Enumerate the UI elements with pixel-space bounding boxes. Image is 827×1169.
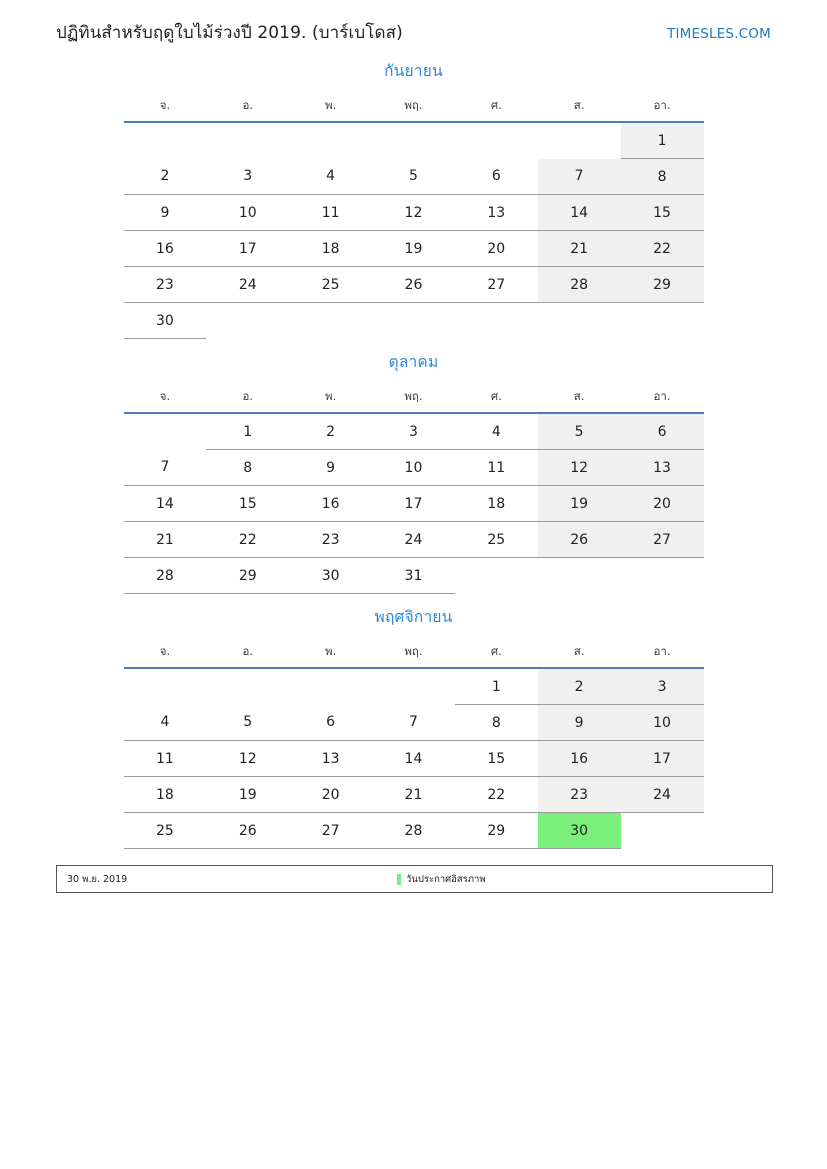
day-cell[interactable]: 19: [372, 231, 455, 267]
weekday-header: พ.: [289, 639, 372, 668]
day-cell[interactable]: 23: [538, 777, 621, 813]
day-cell[interactable]: 28: [124, 558, 207, 594]
week-row: [124, 195, 704, 231]
empty-cell: [124, 122, 207, 159]
weekday-header: ศ.: [455, 384, 538, 413]
day-cell[interactable]: 29: [621, 267, 704, 303]
day-cell[interactable]: 6: [621, 413, 704, 450]
day-cell[interactable]: 21: [124, 522, 207, 558]
day-cell[interactable]: 15: [455, 741, 538, 777]
month-block: [56, 604, 771, 849]
day-cell[interactable]: 1: [206, 413, 289, 450]
weekday-header: อา.: [621, 639, 704, 668]
month-title: พฤศจิกายน: [374, 608, 453, 627]
week-row: [124, 231, 704, 267]
holiday-swatch-icon: [397, 874, 401, 885]
week-row: [124, 705, 704, 741]
day-cell[interactable]: 24: [372, 522, 455, 558]
day-cell[interactable]: 30: [124, 303, 207, 339]
day-cell[interactable]: 26: [206, 813, 289, 849]
empty-cell: [538, 303, 621, 339]
legend-entry-label: วันประกาศอิสรภาพ: [406, 873, 486, 885]
day-cell[interactable]: 18: [455, 486, 538, 522]
month-table: [124, 384, 704, 594]
day-cell[interactable]: 24: [206, 267, 289, 303]
legend-date: 30 พ.ย. 2019: [67, 873, 128, 885]
month-title: ตุลาคม: [388, 353, 439, 372]
empty-cell: [289, 668, 372, 705]
day-cell[interactable]: 11: [124, 741, 207, 777]
empty-cell: [206, 668, 289, 705]
day-cell[interactable]: 19: [538, 486, 621, 522]
day-cell[interactable]: 28: [538, 267, 621, 303]
day-cell[interactable]: 2: [538, 668, 621, 705]
day-cell[interactable]: 27: [289, 813, 372, 849]
week-row: [124, 159, 704, 195]
day-cell[interactable]: 20: [455, 231, 538, 267]
day-cell[interactable]: 4: [124, 705, 207, 741]
day-cell[interactable]: 9: [538, 705, 621, 741]
weekday-header: อ.: [206, 639, 289, 668]
day-cell[interactable]: 13: [455, 195, 538, 231]
empty-cell: [455, 303, 538, 339]
day-cell[interactable]: 12: [538, 450, 621, 486]
day-cell[interactable]: 15: [621, 195, 704, 231]
weekday-header: พฤ.: [372, 384, 455, 413]
legend-bar: [56, 865, 773, 893]
empty-cell: [538, 558, 621, 594]
weekday-header: อา.: [621, 93, 704, 122]
day-cell[interactable]: 20: [621, 486, 704, 522]
week-row: [124, 522, 704, 558]
day-cell[interactable]: 8: [455, 705, 538, 741]
day-cell[interactable]: 23: [124, 267, 207, 303]
month-table: [124, 93, 704, 339]
empty-cell: [621, 558, 704, 594]
day-cell[interactable]: 19: [206, 777, 289, 813]
week-row: [124, 267, 704, 303]
day-cell[interactable]: 11: [455, 450, 538, 486]
day-cell[interactable]: 16: [289, 486, 372, 522]
week-row: [124, 303, 704, 339]
day-cell[interactable]: 15: [206, 486, 289, 522]
empty-cell: [621, 303, 704, 339]
weekday-header: ศ.: [455, 639, 538, 668]
day-cell[interactable]: 3: [206, 159, 289, 195]
day-cell[interactable]: 5: [206, 705, 289, 741]
weekday-header: พ.: [289, 93, 372, 122]
day-cell[interactable]: 5: [372, 159, 455, 195]
weekday-header: ศ.: [455, 93, 538, 122]
day-cell[interactable]: 27: [455, 267, 538, 303]
week-row: [124, 777, 704, 813]
day-cell[interactable]: 26: [538, 522, 621, 558]
weekday-header: อ.: [206, 93, 289, 122]
weekday-header: จ.: [124, 93, 207, 122]
day-cell[interactable]: 4: [455, 413, 538, 450]
day-cell[interactable]: 8: [621, 159, 704, 195]
week-row: [124, 813, 704, 849]
empty-cell: [455, 122, 538, 159]
day-cell[interactable]: 10: [206, 195, 289, 231]
day-cell[interactable]: 28: [372, 813, 455, 849]
week-row: [124, 741, 704, 777]
day-cell[interactable]: 7: [372, 705, 455, 741]
week-row: [124, 122, 704, 159]
day-cell-holiday[interactable]: 30: [538, 813, 621, 849]
day-cell[interactable]: 9: [124, 195, 207, 231]
week-row: [124, 413, 704, 450]
day-cell[interactable]: 29: [206, 558, 289, 594]
page-title: ปฏิทินสำหรับฤดูใบไม้ร่วงปี 2019. (บาร์เบโดส): [56, 23, 403, 43]
empty-cell: [372, 668, 455, 705]
day-cell[interactable]: 17: [206, 231, 289, 267]
weekday-header-row: [124, 93, 704, 122]
day-cell[interactable]: 6: [289, 705, 372, 741]
day-cell[interactable]: 3: [621, 668, 704, 705]
months-container: [56, 58, 771, 849]
day-cell[interactable]: 14: [372, 741, 455, 777]
day-cell[interactable]: 25: [289, 267, 372, 303]
week-row: [124, 486, 704, 522]
weekday-header: อ.: [206, 384, 289, 413]
empty-cell: [538, 122, 621, 159]
day-cell[interactable]: 14: [124, 486, 207, 522]
day-cell[interactable]: 14: [538, 195, 621, 231]
day-cell[interactable]: 23: [289, 522, 372, 558]
day-cell[interactable]: 6: [455, 159, 538, 195]
day-cell[interactable]: 12: [206, 741, 289, 777]
weekday-header-row: [124, 639, 704, 668]
day-cell[interactable]: 31: [372, 558, 455, 594]
day-cell[interactable]: 27: [621, 522, 704, 558]
day-cell[interactable]: 25: [455, 522, 538, 558]
day-cell[interactable]: 16: [124, 231, 207, 267]
day-cell[interactable]: 21: [372, 777, 455, 813]
day-cell[interactable]: 9: [289, 450, 372, 486]
day-cell[interactable]: 25: [124, 813, 207, 849]
day-cell[interactable]: 30: [289, 558, 372, 594]
weekday-header: อา.: [621, 384, 704, 413]
day-cell[interactable]: 4: [289, 159, 372, 195]
day-cell[interactable]: 16: [538, 741, 621, 777]
day-cell[interactable]: 26: [372, 267, 455, 303]
day-cell[interactable]: 18: [124, 777, 207, 813]
week-row: [124, 558, 704, 594]
day-cell[interactable]: 2: [124, 159, 207, 195]
day-cell[interactable]: 21: [538, 231, 621, 267]
day-cell[interactable]: 13: [289, 741, 372, 777]
weekday-header: จ.: [124, 639, 207, 668]
day-cell[interactable]: 7: [538, 159, 621, 195]
weekday-header: ส.: [538, 639, 621, 668]
empty-cell: [372, 303, 455, 339]
empty-cell: [289, 303, 372, 339]
day-cell[interactable]: 1: [621, 122, 704, 159]
day-cell[interactable]: 1: [455, 668, 538, 705]
empty-cell: [621, 813, 704, 849]
weekday-header-row: [124, 384, 704, 413]
day-cell[interactable]: 10: [621, 705, 704, 741]
month-table: [124, 639, 704, 849]
month-title: กันยายน: [384, 62, 443, 81]
day-cell[interactable]: 24: [621, 777, 704, 813]
day-cell[interactable]: 29: [455, 813, 538, 849]
day-cell[interactable]: 17: [372, 486, 455, 522]
day-cell[interactable]: 8: [206, 450, 289, 486]
month-block: [56, 349, 771, 594]
weekday-header: พฤ.: [372, 639, 455, 668]
day-cell[interactable]: 10: [372, 450, 455, 486]
month-block: [56, 58, 771, 339]
day-cell[interactable]: 3: [372, 413, 455, 450]
day-cell[interactable]: 7: [124, 450, 207, 486]
day-cell[interactable]: 11: [289, 195, 372, 231]
weekday-header: พฤ.: [372, 93, 455, 122]
legend-entry: [397, 872, 486, 887]
weekday-header: พ.: [289, 384, 372, 413]
day-cell[interactable]: 12: [372, 195, 455, 231]
day-cell[interactable]: 22: [206, 522, 289, 558]
day-cell[interactable]: 13: [621, 450, 704, 486]
empty-cell: [289, 122, 372, 159]
empty-cell: [372, 122, 455, 159]
day-cell[interactable]: 22: [621, 231, 704, 267]
empty-cell: [206, 303, 289, 339]
empty-cell: [124, 668, 207, 705]
page-header: [56, 18, 771, 44]
empty-cell: [455, 558, 538, 594]
day-cell[interactable]: 2: [289, 413, 372, 450]
empty-cell: [124, 413, 207, 450]
day-cell[interactable]: 20: [289, 777, 372, 813]
weekday-header: ส.: [538, 93, 621, 122]
week-row: [124, 450, 704, 486]
brand-link[interactable]: TIMESLES.COM: [667, 26, 771, 42]
weekday-header: ส.: [538, 384, 621, 413]
weekday-header: จ.: [124, 384, 207, 413]
week-row: [124, 668, 704, 705]
empty-cell: [206, 122, 289, 159]
day-cell[interactable]: 5: [538, 413, 621, 450]
day-cell[interactable]: 17: [621, 741, 704, 777]
day-cell[interactable]: 22: [455, 777, 538, 813]
day-cell[interactable]: 18: [289, 231, 372, 267]
